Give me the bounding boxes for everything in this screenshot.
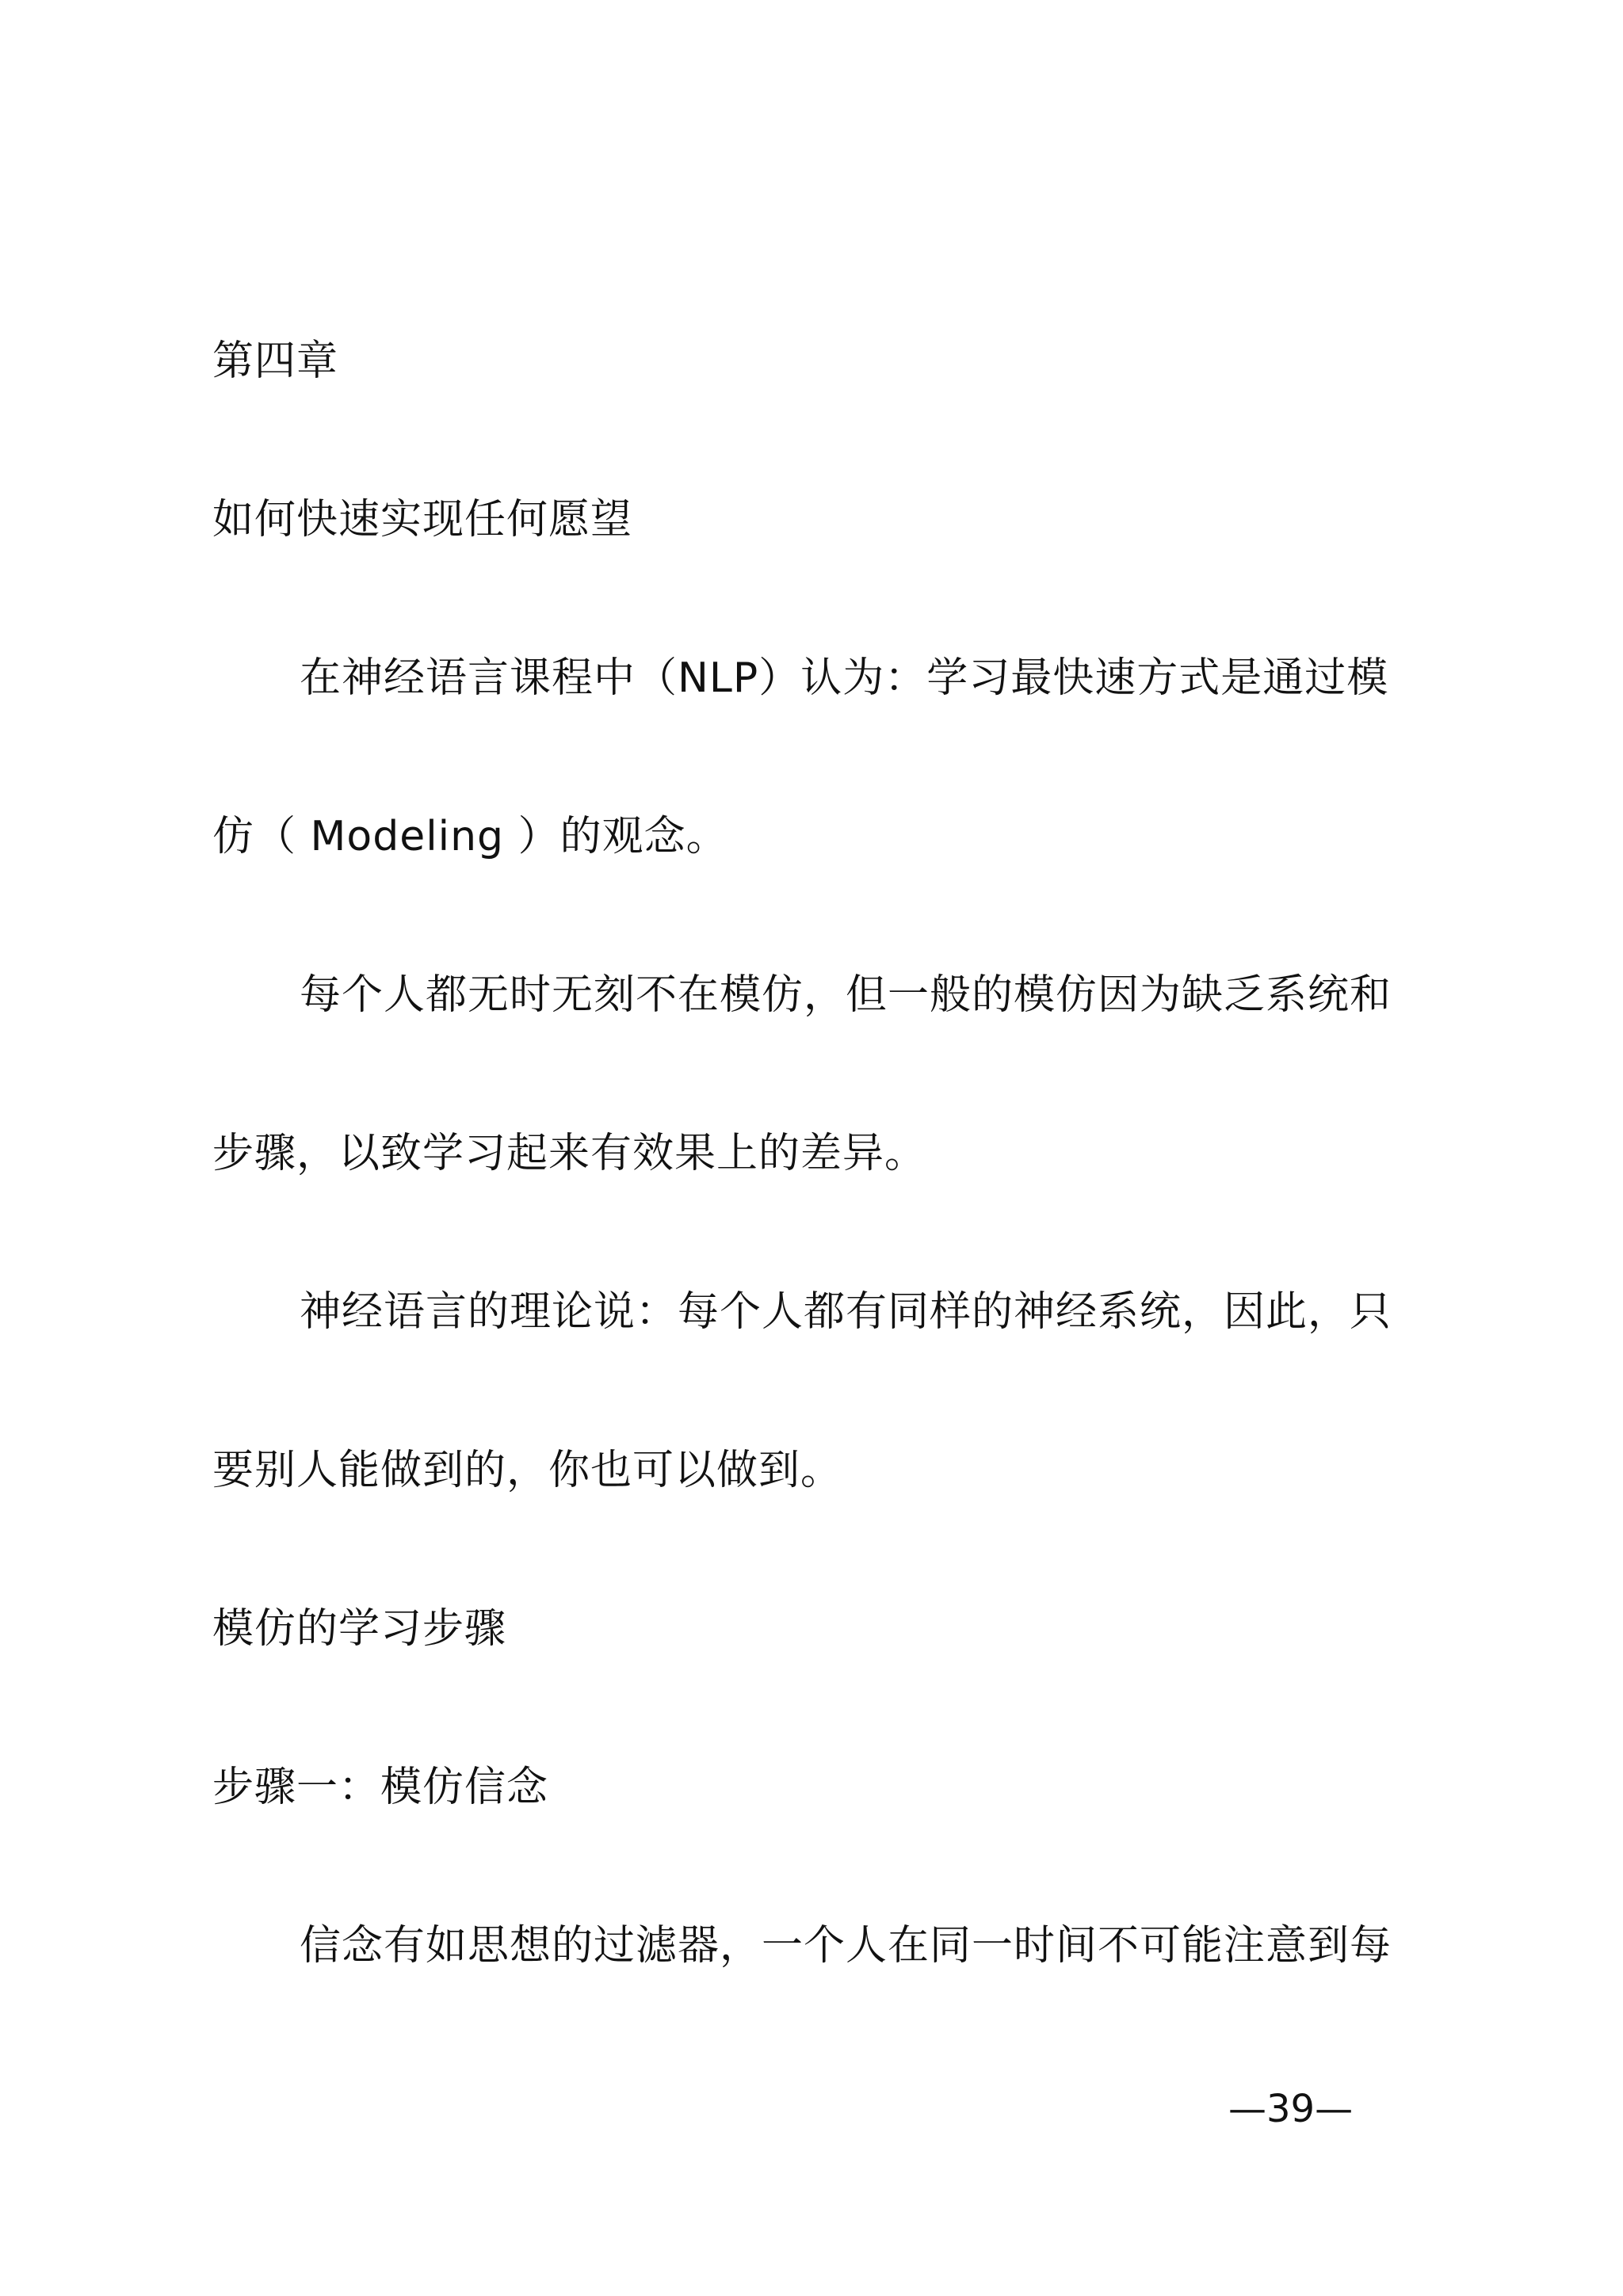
chapter-label: 第四章 (212, 338, 339, 385)
chapter-title: 如何快速实现任何愿望 (212, 496, 633, 543)
paragraph-3-line-2: 要别人能做到的，你也可以做到。 (212, 1447, 843, 1494)
paragraph-1-line-1: 在神经语言课程中（NLP）认为：学习最快速方式是通过模 (300, 654, 1389, 702)
paragraph-3-line-1: 神经语言的理论说：每个人都有同样的神经系统，因此，只 (300, 1288, 1392, 1336)
paragraph-4-line-1: 信念有如思想的过滤器，一个人在同一时间不可能注意到每 (300, 1922, 1392, 1970)
paragraph-1-line-2: 仿（ Modeling ）的观念。 (212, 813, 728, 860)
paragraph-2-line-1: 每个人都无时无刻不在模仿，但一般的模仿因为缺乏系统和 (300, 971, 1392, 1019)
step-heading: 步骤一：模仿信念 (212, 1764, 549, 1811)
section-heading: 模仿的学习步骤 (212, 1605, 507, 1653)
paragraph-2-line-2: 步骤，以致学习起来有效果上的差异。 (212, 1130, 927, 1177)
page-number: —39— (1228, 2087, 1354, 2131)
